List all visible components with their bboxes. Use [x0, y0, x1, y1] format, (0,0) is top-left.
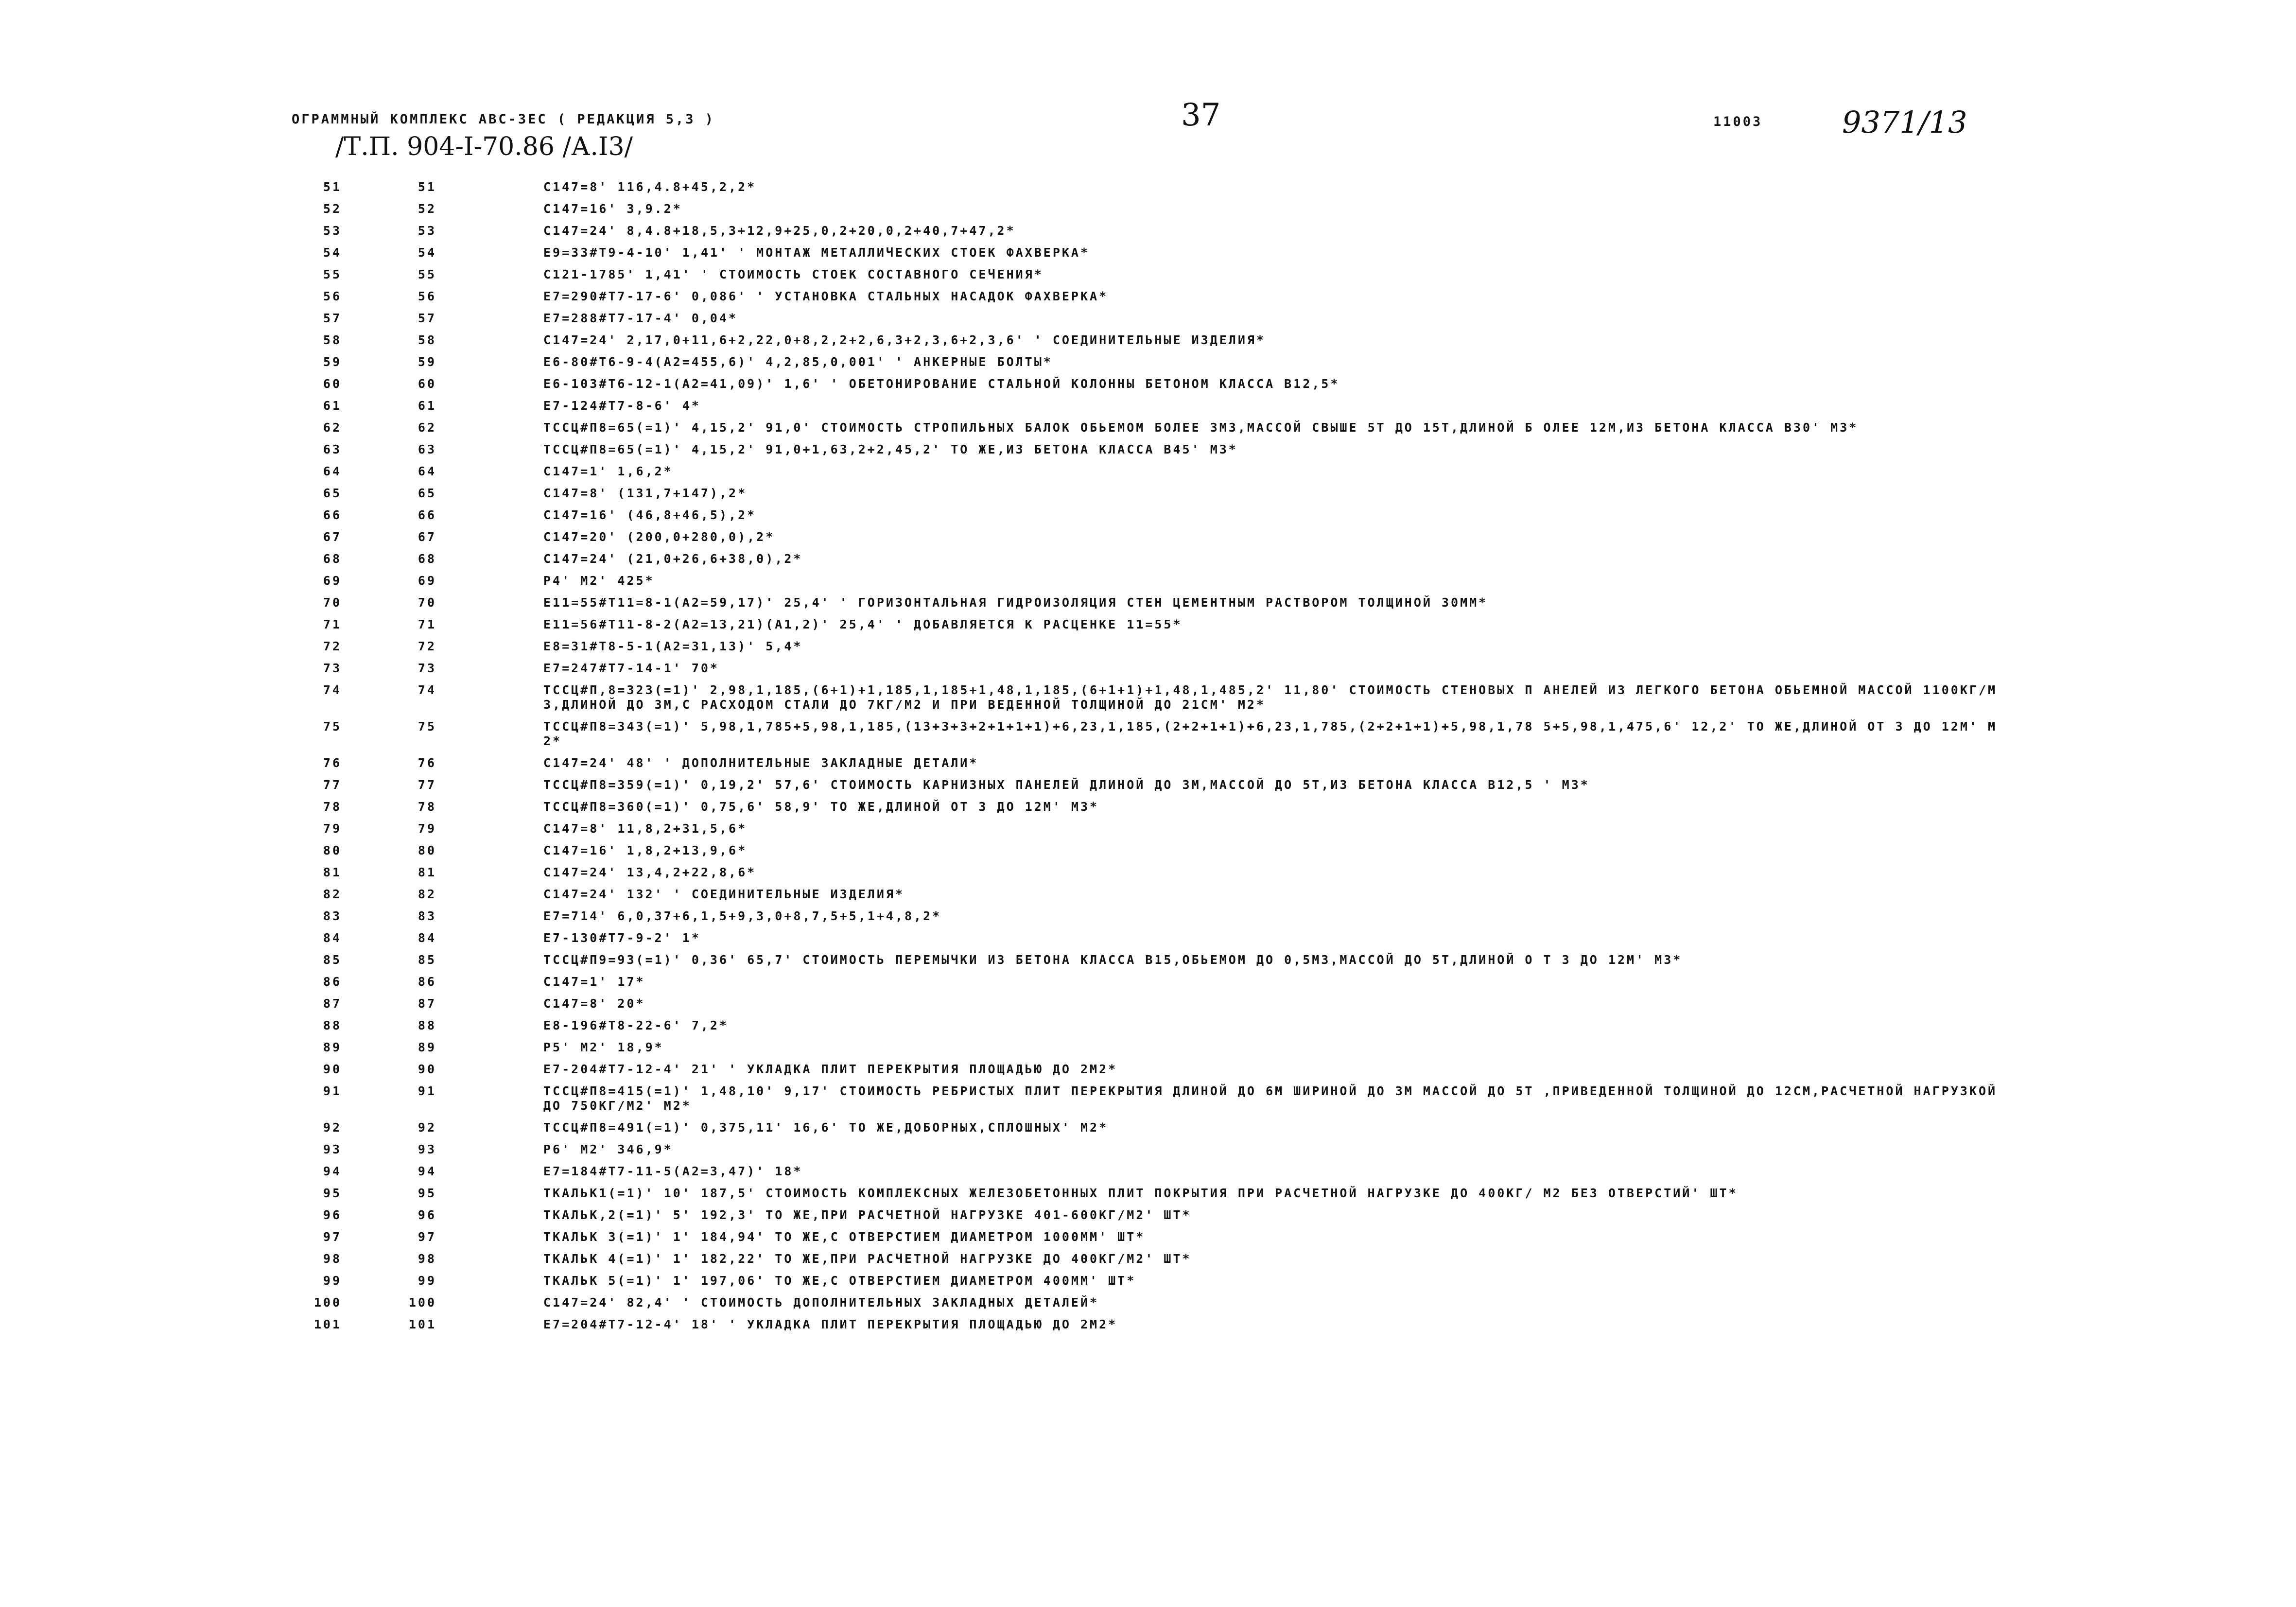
- row-code: Е7=714' 6,0,37+6,1,5+9,3,0+8,7,5+5,1+4,8,2*: [543, 909, 942, 923]
- listing-row: [0, 377, 2296, 391]
- row-code: С147=1' 17*: [543, 975, 645, 989]
- row-sequence-number: 72: [417, 639, 436, 653]
- row-code: С147=24' 8,4.8+18,5,3+12,9+25,0,2+20,0,2+40,7+47,2*: [543, 224, 1016, 238]
- row-number: 55: [323, 267, 342, 281]
- row-number: 75: [323, 719, 342, 734]
- row-sequence-number: 77: [417, 778, 436, 792]
- row-code: ТКАЛЬК 4(=1)' 1' 182,22' ТО ЖЕ,ПРИ РАСЧЕТНОЙ НАГРУЗКЕ ДО 400КГ/М2' ШТ*: [543, 1252, 1192, 1266]
- row-sequence-number: 81: [417, 865, 436, 879]
- row-sequence-number: 62: [417, 420, 436, 435]
- row-code: ТКАЛЬК 5(=1)' 1' 197,06' ТО ЖЕ,С ОТВЕРСТИЕМ ДИАМЕТРОМ 400ММ' ШТ*: [543, 1274, 1136, 1288]
- row-code: С147=1' 1,6,2*: [543, 464, 673, 478]
- row-number: 92: [323, 1120, 342, 1135]
- listing-row: [0, 821, 2296, 836]
- row-number: 84: [323, 931, 342, 945]
- row-number: 57: [323, 311, 342, 325]
- listing-row: [0, 887, 2296, 902]
- row-sequence-number: 71: [417, 617, 436, 631]
- listing-row: [0, 639, 2296, 654]
- listing-row: [0, 333, 2296, 348]
- row-sequence-number: 91: [417, 1084, 436, 1098]
- listing-row: [0, 1230, 2296, 1244]
- row-sequence-number: 73: [417, 661, 436, 675]
- row-code: ТССЦ#П,8=323(=1)' 2,98,1,185,(6+1)+1,185,1,185+1,48,1,185,(6+1+1)+1,48,1,485,2' 11,80' СТОИМОСТЬ СТЕНОВЫХ П АНЕЛЕЙ ИЗ ЛЕГКОГО БЕТОНА ОБЬЕМНОЙ МАССОЙ 1100КГ/М3,ДЛИНОЙ ДО 3М,С РАСХОДОМ СТАЛИ ДО 7КГ/М2 И ПРИ ВЕДЕННОЙ ТОЛЩИНОЙ ДО 21СМ' М2*: [543, 683, 1998, 712]
- listing-row: [0, 595, 2296, 610]
- row-code: ТКАЛЬК 3(=1)' 1' 184,94' ТО ЖЕ,С ОТВЕРСТИЕМ ДИАМЕТРОМ 1000ММ' ШТ*: [543, 1230, 1146, 1244]
- row-number: 66: [323, 508, 342, 522]
- row-number: 63: [323, 442, 342, 456]
- row-sequence-number: 87: [417, 996, 436, 1011]
- listing-row: [0, 909, 2296, 924]
- row-number: 101: [313, 1317, 342, 1331]
- listing-row: [0, 953, 2296, 967]
- listing-row: [0, 843, 2296, 858]
- row-number: 61: [323, 399, 342, 413]
- row-sequence-number: 60: [417, 377, 436, 391]
- row-sequence-number: 56: [417, 289, 436, 303]
- row-sequence-number: 75: [417, 719, 436, 734]
- row-sequence-number: 88: [417, 1018, 436, 1032]
- listing-row: [0, 683, 2296, 712]
- row-sequence-number: 67: [417, 530, 436, 544]
- row-sequence-number: 57: [417, 311, 436, 325]
- row-code: Р5' М2' 18,9*: [543, 1040, 664, 1054]
- row-number: 59: [323, 355, 342, 369]
- listing-row: [0, 508, 2296, 523]
- listing-row: [0, 202, 2296, 216]
- row-number: 76: [323, 756, 342, 770]
- listing-row: [0, 530, 2296, 544]
- listing-row: [0, 800, 2296, 814]
- row-number: 70: [323, 595, 342, 610]
- document-code: 11003: [1713, 114, 1763, 129]
- row-number: 99: [323, 1274, 342, 1288]
- row-number: 53: [323, 224, 342, 238]
- row-code: Е7=288#Т7-17-4' 0,04*: [543, 311, 738, 325]
- row-sequence-number: 96: [417, 1208, 436, 1222]
- row-sequence-number: 58: [417, 333, 436, 347]
- program-title: ОГРАММНЫЙ КОМПЛЕКС АВС-ЗЕС ( РЕДАКЦИЯ 5,3 ): [292, 112, 715, 127]
- listing-row: [0, 1062, 2296, 1077]
- row-code: Р4' М2' 425*: [543, 574, 655, 588]
- row-sequence-number: 90: [417, 1062, 436, 1076]
- row-number: 80: [323, 843, 342, 857]
- row-number: 71: [323, 617, 342, 631]
- row-code: С147=20' (200,0+280,0),2*: [543, 530, 775, 544]
- row-sequence-number: 98: [417, 1252, 436, 1266]
- row-code: Е7=290#Т7-17-6' 0,086' ' УСТАНОВКА СТАЛЬНЫХ НАСАДОК ФАХВЕРКА*: [543, 289, 1109, 303]
- row-code: Р6' М2' 346,9*: [543, 1142, 673, 1156]
- row-sequence-number: 93: [417, 1142, 436, 1156]
- listing-row: [0, 1252, 2296, 1266]
- listing-row: [0, 975, 2296, 989]
- row-code: Е7=184#Т7-11-5(А2=3,47)' 18*: [543, 1164, 803, 1178]
- row-number: 77: [323, 778, 342, 792]
- row-code: ТКАЛЬК,2(=1)' 5' 192,3' ТО ЖЕ,ПРИ РАСЧЕТНОЙ НАГРУЗКЕ 401-600КГ/М2' ШТ*: [543, 1208, 1192, 1222]
- row-sequence-number: 79: [417, 821, 436, 836]
- page-number: 37: [1181, 97, 1221, 133]
- listing-rows: [0, 180, 2296, 1339]
- listing-row: [0, 311, 2296, 326]
- row-sequence-number: 51: [417, 180, 436, 194]
- row-code: ТССЦ#П9=93(=1)' 0,36' 65,7' СТОИМОСТЬ ПЕРЕМЫЧКИ ИЗ БЕТОНА КЛАССА В15,ОБЬЕМОМ ДО 0,5М3,МАССОЙ ДО 5Т,ДЛИНОЙ О Т 3 ДО 12М' М3*: [543, 953, 1683, 967]
- row-number: 100: [313, 1295, 342, 1310]
- row-number: 81: [323, 865, 342, 879]
- row-sequence-number: 63: [417, 442, 436, 456]
- row-code: ТКАЛЬК1(=1)' 10' 187,5' СТОИМОСТЬ КОМПЛЕКСНЫХ ЖЕЛЕЗОБЕТОННЫХ ПЛИТ ПОКРЫТИЯ ПРИ РАСЧЕТНОЙ НАГРУЗКЕ ДО 400КГ/ М2 БЕЗ ОТВЕРСТИЙ' ШТ*: [543, 1186, 1738, 1200]
- row-sequence-number: 82: [417, 887, 436, 901]
- row-code: С147=16' 3,9.2*: [543, 202, 682, 216]
- listing-row: [0, 661, 2296, 676]
- row-number: 56: [323, 289, 342, 303]
- listing-row: [0, 420, 2296, 435]
- row-code: С147=24' (21,0+26,6+38,0),2*: [543, 552, 803, 566]
- row-number: 69: [323, 574, 342, 588]
- row-number: 85: [323, 953, 342, 967]
- row-sequence-number: 97: [417, 1230, 436, 1244]
- listing-row: [0, 464, 2296, 479]
- row-sequence-number: 66: [417, 508, 436, 522]
- row-code: ТССЦ#П8=415(=1)' 1,48,10' 9,17' СТОИМОСТЬ РЕБРИСТЫХ ПЛИТ ПЕРЕКРЫТИЯ ДЛИНОЙ ДО 6М ШИРИНОЙ ДО 3М МАССОЙ ДО 5Т ,ПРИВЕДЕННОЙ ТОЛЩИНОЙ ДО 12СМ,РАСЧЕТНОЙ НАГРУЗКОЙ ДО 750КГ/М2' М2*: [543, 1084, 2007, 1113]
- row-sequence-number: 83: [417, 909, 436, 923]
- row-code: Е6-103#Т6-12-1(А2=41,09)' 1,6' ' ОБЕТОНИРОВАНИЕ СТАЛЬНОЙ КОЛОННЫ БЕТОНОМ КЛАССА В12,5*: [543, 377, 1340, 391]
- listing-row: [0, 224, 2296, 238]
- listing-row: [0, 1164, 2296, 1179]
- listing-row: [0, 180, 2296, 194]
- handwritten-sheet-number: 9371/13: [1842, 105, 1967, 140]
- row-sequence-number: 54: [417, 245, 436, 260]
- row-sequence-number: 68: [417, 552, 436, 566]
- listing-row: [0, 267, 2296, 282]
- row-code: С147=24' 48' ' ДОПОЛНИТЕЛЬНЫЕ ЗАКЛАДНЫЕ ДЕТАЛИ*: [543, 756, 979, 770]
- row-sequence-number: 76: [417, 756, 436, 770]
- row-code: ТССЦ#П8=360(=1)' 0,75,6' 58,9' ТО ЖЕ,ДЛИНОЙ ОТ 3 ДО 12М' М3*: [543, 800, 1099, 814]
- row-code: ТССЦ#П8=65(=1)' 4,15,2' 91,0' СТОИМОСТЬ СТРОПИЛЬНЫХ БАЛОК ОБЬЕМОМ БОЛЕЕ 3М3,МАССОЙ СВЫШЕ 5Т ДО 15Т,ДЛИНОЙ Б ОЛЕЕ 12М,ИЗ БЕТОНА КЛАССА В30' М3*: [543, 420, 1859, 435]
- listing-row: [0, 617, 2296, 632]
- row-sequence-number: 92: [417, 1120, 436, 1135]
- row-sequence-number: 78: [417, 800, 436, 814]
- listing-row: [0, 1018, 2296, 1033]
- row-number: 94: [323, 1164, 342, 1178]
- row-code: Е7-204#Т7-12-4' 21' ' УКЛАДКА ПЛИТ ПЕРЕКРЫТИЯ ПЛОЩАДЬЮ ДО 2М2*: [543, 1062, 1118, 1076]
- row-code: Е11=55#Т11=8-1(А2=59,17)' 25,4' ' ГОРИЗОНТАЛЬНАЯ ГИДРОИЗОЛЯЦИЯ СТЕН ЦЕМЕНТНЫМ РАСТВОРОМ ТОЛЩИНОЙ 30ММ*: [543, 595, 1488, 610]
- row-sequence-number: 80: [417, 843, 436, 857]
- row-code: С147=24' 132' ' СОЕДИНИТЕЛЬНЫЕ ИЗДЕЛИЯ*: [543, 887, 904, 901]
- row-sequence-number: 85: [417, 953, 436, 967]
- listing-row: [0, 1317, 2296, 1332]
- listing-row: [0, 996, 2296, 1011]
- row-code: С147=16' 1,8,2+13,9,6*: [543, 843, 748, 857]
- row-number: 68: [323, 552, 342, 566]
- row-code: ТССЦ#П8=343(=1)' 5,98,1,785+5,98,1,185,(13+3+3+2+1+1+1)+6,23,1,185,(2+2+1+1)+6,23,1,785,(2+2+1+1)+5,98,1,78 5+5,98,1,475,6' 12,2' ТО ЖЕ,ДЛИНОЙ ОТ 3 ДО 12М' М2*: [543, 719, 1998, 748]
- row-number: 86: [323, 975, 342, 989]
- project-reference: /Т.П. 904-I-70.86 /А.I3/: [335, 132, 633, 161]
- listing-row: [0, 865, 2296, 880]
- listing-row: [0, 1186, 2296, 1201]
- row-code: С147=24' 82,4' ' СТОИМОСТЬ ДОПОЛНИТЕЛЬНЫХ ЗАКЛАДНЫХ ДЕТАЛЕЙ*: [543, 1295, 1099, 1310]
- row-number: 72: [323, 639, 342, 653]
- listing-row: [0, 1208, 2296, 1223]
- row-number: 95: [323, 1186, 342, 1200]
- row-number: 67: [323, 530, 342, 544]
- row-sequence-number: 89: [417, 1040, 436, 1054]
- row-code: Е8=31#Т8-5-1(А2=31,13)' 5,4*: [543, 639, 803, 653]
- row-code: Е6-80#Т6-9-4(А2=455,6)' 4,2,85,0,001' ' АНКЕРНЫЕ БОЛТЫ*: [543, 355, 1053, 369]
- row-number: 54: [323, 245, 342, 260]
- listing-row: [0, 756, 2296, 770]
- listing-row: [0, 778, 2296, 792]
- row-number: 51: [323, 180, 342, 194]
- row-code: С147=8' 20*: [543, 996, 645, 1011]
- row-code: С147=24' 13,4,2+22,8,6*: [543, 865, 757, 879]
- row-code: С147=16' (46,8+46,5),2*: [543, 508, 757, 522]
- row-code: С147=8' (131,7+147),2*: [543, 486, 748, 500]
- listing-row: [0, 486, 2296, 501]
- listing-row: [0, 289, 2296, 304]
- row-number: 91: [323, 1084, 342, 1098]
- row-sequence-number: 59: [417, 355, 436, 369]
- row-sequence-number: 52: [417, 202, 436, 216]
- row-number: 64: [323, 464, 342, 478]
- listing-row: [0, 1084, 2296, 1113]
- row-sequence-number: 101: [408, 1317, 436, 1331]
- row-number: 58: [323, 333, 342, 347]
- listing-row: [0, 1295, 2296, 1310]
- row-code: Е11=56#Т11-8-2(А2=13,21)(А1,2)' 25,4' ' ДОБАВЛЯЕТСЯ К РАСЦЕНКЕ 11=55*: [543, 617, 1183, 631]
- row-sequence-number: 55: [417, 267, 436, 281]
- listing-row: [0, 1274, 2296, 1288]
- row-sequence-number: 61: [417, 399, 436, 413]
- row-number: 87: [323, 996, 342, 1011]
- row-code: ТССЦ#П8=65(=1)' 4,15,2' 91,0+1,63,2+2,45,2' ТО ЖЕ,ИЗ БЕТОНА КЛАССА В45' М3*: [543, 442, 1238, 456]
- row-number: 93: [323, 1142, 342, 1156]
- row-sequence-number: 100: [408, 1295, 436, 1310]
- row-number: 82: [323, 887, 342, 901]
- row-number: 74: [323, 683, 342, 697]
- row-number: 52: [323, 202, 342, 216]
- row-code: С147=8' 116,4.8+45,2,2*: [543, 180, 757, 194]
- row-sequence-number: 94: [417, 1164, 436, 1178]
- listing-row: [0, 1040, 2296, 1055]
- listing-row: [0, 245, 2296, 260]
- listing-row: [0, 931, 2296, 945]
- row-code: Е8-196#Т8-22-6' 7,2*: [543, 1018, 729, 1032]
- row-sequence-number: 53: [417, 224, 436, 238]
- row-code: С147=24' 2,17,0+11,6+2,22,0+8,2,2+2,6,3+2,3,6+2,3,6' ' СОЕДИНИТЕЛЬНЫЕ ИЗДЕЛИЯ*: [543, 333, 1266, 347]
- row-number: 90: [323, 1062, 342, 1076]
- row-sequence-number: 64: [417, 464, 436, 478]
- row-sequence-number: 99: [417, 1274, 436, 1288]
- listing-row: [0, 552, 2296, 566]
- listing-row: [0, 399, 2296, 413]
- listing-row: [0, 355, 2296, 369]
- row-code: С147=8' 11,8,2+31,5,6*: [543, 821, 748, 836]
- row-number: 73: [323, 661, 342, 675]
- listing-row: [0, 719, 2296, 749]
- row-code: Е7-124#Т7-8-6' 4*: [543, 399, 701, 413]
- row-sequence-number: 74: [417, 683, 436, 697]
- row-sequence-number: 65: [417, 486, 436, 500]
- row-sequence-number: 69: [417, 574, 436, 588]
- row-sequence-number: 95: [417, 1186, 436, 1200]
- row-code: Е7=247#Т7-14-1' 70*: [543, 661, 719, 675]
- row-number: 83: [323, 909, 342, 923]
- row-number: 96: [323, 1208, 342, 1222]
- row-number: 89: [323, 1040, 342, 1054]
- row-code: Е7-130#Т7-9-2' 1*: [543, 931, 701, 945]
- row-code: ТССЦ#П8=359(=1)' 0,19,2' 57,6' СТОИМОСТЬ КАРНИЗНЫХ ПАНЕЛЕЙ ДЛИНОЙ ДО 3М,МАССОЙ ДО 5Т,ИЗ БЕТОНА КЛАССА В12,5 ' М3*: [543, 778, 1590, 792]
- row-number: 62: [323, 420, 342, 435]
- row-sequence-number: 86: [417, 975, 436, 989]
- row-number: 65: [323, 486, 342, 500]
- page-header: [0, 0, 2296, 175]
- row-number: 60: [323, 377, 342, 391]
- row-code: С121-1785' 1,41' ' СТОИМОСТЬ СТОЕК СОСТАВНОГО СЕЧЕНИЯ*: [543, 267, 1044, 281]
- listing-row: [0, 442, 2296, 457]
- row-code: Е9=33#Т9-4-10' 1,41' ' МОНТАЖ МЕТАЛЛИЧЕСКИХ СТОЕК ФАХВЕРКА*: [543, 245, 1090, 260]
- listing-row: [0, 574, 2296, 588]
- row-number: 88: [323, 1018, 342, 1032]
- row-sequence-number: 84: [417, 931, 436, 945]
- row-number: 97: [323, 1230, 342, 1244]
- row-number: 79: [323, 821, 342, 836]
- row-number: 78: [323, 800, 342, 814]
- listing-row: [0, 1120, 2296, 1135]
- row-sequence-number: 70: [417, 595, 436, 610]
- row-number: 98: [323, 1252, 342, 1266]
- listing-row: [0, 1142, 2296, 1157]
- row-code: Е7=204#Т7-12-4' 18' ' УКЛАДКА ПЛИТ ПЕРЕКРЫТИЯ ПЛОЩАДЬЮ ДО 2М2*: [543, 1317, 1118, 1331]
- row-code: ТССЦ#П8=491(=1)' 0,375,11' 16,6' ТО ЖЕ,ДОБОРНЫХ,СПЛОШНЫХ' М2*: [543, 1120, 1109, 1135]
